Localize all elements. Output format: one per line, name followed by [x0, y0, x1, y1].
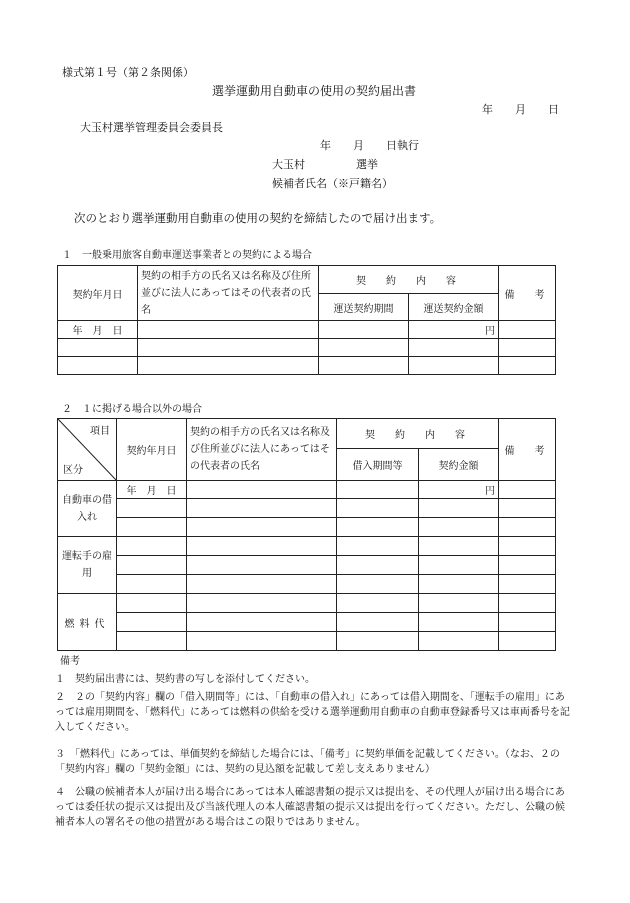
s1-col-party: 契約の相手方の氏名又は名称及び住所並びに法人にあってはその代表者の氏名: [138, 266, 319, 321]
s1-row-date: 年 月 日: [58, 321, 138, 339]
s2-corner-kubun: 区分: [63, 465, 83, 476]
s2-cat-driver: 運転手の雇用: [58, 537, 117, 594]
s2-row-yen: 円: [419, 481, 499, 499]
s2-cat-fuel: 燃料代: [58, 594, 117, 651]
table-row: [58, 613, 556, 632]
s2-row-date: 年 月 日: [117, 481, 187, 499]
form-title: 選挙運動用自動車の使用の契約届出書: [212, 84, 417, 98]
note-1: １ 契約届出書には、契約書の写しを添付してください。: [55, 674, 315, 685]
s1-col-amount: 運送契約金額: [409, 294, 499, 321]
notes-title: 備考: [60, 656, 80, 667]
s2-col-date: 契約年月日: [117, 419, 187, 481]
section2-table: [57, 418, 556, 651]
section1-table: [57, 265, 556, 375]
s2-corner-item: 項目: [90, 426, 110, 437]
table-row: [58, 594, 556, 613]
note-3: ３ 「燃料代」にあっては、単価契約を締結した場合には、「備考」に契約単価を記載してください。（なお、２の「契約内容」欄の「契約金額」には、契約の見込額を記載して差し支えありません）: [55, 749, 560, 775]
note-2: ２ ２の「契約内容」欄の「借入期間等」には、「自動車の借入れ」にあっては借入期間を、「運転手の雇用」にあっては雇用期間を、「燃料代」にあっては燃料の供給を受ける選挙運動用自動車の自動車登録番号又は車両番号を記入してください。: [55, 692, 570, 733]
section2-heading: ２ １に掲げる場合以外の場合: [62, 404, 202, 415]
table-row: [58, 499, 556, 518]
s1-row-yen: 円: [409, 321, 499, 339]
s1-col-date: 契約年月日: [58, 266, 138, 321]
s1-col-remarks: 備 考: [499, 266, 556, 321]
table-row: [58, 632, 556, 651]
table-row: [58, 537, 556, 556]
table-row: [58, 556, 556, 575]
section1-heading: １ 一般乗用旅客自動車運送事業者との契約による場合: [62, 250, 312, 261]
table-row: [58, 357, 556, 375]
s2-col-party: 契約の相手方の氏名又は名称及び住所並びに法人にあってはその代表者の氏名: [187, 419, 337, 481]
candidate-name-label: 候補者氏名（※戸籍名）: [272, 177, 393, 190]
election-village: 大玉村: [272, 158, 305, 171]
s1-col-contents: 契 約 内 容: [319, 266, 499, 294]
s2-col-amount: 契約金額: [419, 449, 499, 481]
s2-col-period: 借入期間等: [337, 449, 419, 481]
submission-date: 年 月 日: [482, 103, 559, 116]
election-word: 選挙: [356, 158, 378, 171]
table-row: [58, 481, 556, 499]
s2-corner-cell: [58, 419, 117, 481]
table-row: [58, 339, 556, 357]
table-row: [58, 518, 556, 537]
addressee: 大玉村選挙管理委員会委員長: [80, 121, 223, 134]
note-4: ４ 公職の候補者本人が届け出る場合にあっては本人確認書類の提示又は提出を、その代理人が届け出る場合にあっては委任状の提示又は提出及び当該代理人の本人確認書類の提示又は提出を行ってください。ただし、公職の候補者本人の署名その他の措置がある場合はこの限りではありません。: [55, 787, 565, 828]
s2-col-remarks: 備 考: [499, 419, 556, 481]
election-date: 年 月 日執行: [320, 139, 419, 152]
s2-cat-car: 自動車の借入れ: [58, 481, 117, 537]
table-row: [58, 575, 556, 594]
form-number: 様式第１号（第２条関係）: [62, 66, 194, 79]
table-row: [58, 321, 556, 339]
intro-text: 次のとおり選挙運動用自動車の使用の契約を締結したので届け出ます。: [74, 211, 442, 225]
s2-col-contents: 契 約 内 容: [337, 419, 499, 449]
s1-col-period: 運送契約期間: [319, 294, 409, 321]
